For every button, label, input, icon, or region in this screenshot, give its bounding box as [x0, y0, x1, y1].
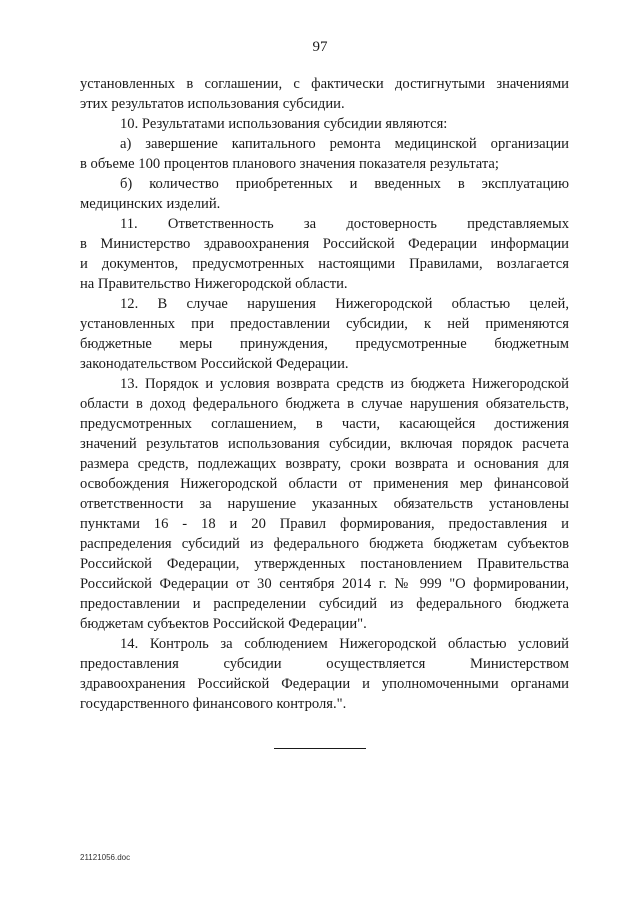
text-line: 12. В случае нарушения Нижегородской областью целей,	[120, 296, 569, 312]
text-line: бюджетам субъектов Российской Федерации".	[80, 616, 367, 632]
text-line: размера средств, подлежащих возврату, сроки возврата и основания для	[80, 456, 569, 472]
text-line: значений результатов использования субсидии, включая порядок расчета	[80, 436, 569, 452]
text-line: 10. Результатами использования субсидии являются:	[120, 116, 448, 132]
text-line: законодательством Российской Федерации.	[80, 356, 349, 372]
page-number: 97	[312, 39, 328, 55]
document-body	[80, 74, 569, 714]
text-line: государственного финансового контроля.".	[80, 696, 347, 712]
paragraph-11	[80, 214, 569, 294]
paragraph-13	[80, 374, 569, 634]
text-line: освобождения Нижегородской области от применения мер финансовой	[80, 476, 569, 492]
text-line: а) завершение капитального ремонта медицинской организации	[120, 136, 569, 152]
paragraph-continuation	[80, 74, 569, 114]
text-line: области в доход федерального бюджета в случае нарушения обязательств,	[80, 396, 569, 412]
text-line: ответственности за нарушение указанных обязательств установлены	[80, 496, 569, 512]
text-line: и документов, предусмотренных настоящими Правилами, возлагается	[80, 256, 569, 272]
text-line: предоставления субсидии осуществляется Министерством	[80, 656, 569, 672]
text-line: Российской Федерации, утвержденных постановлением Правительства	[80, 556, 569, 572]
text-line: б) количество приобретенных и введенных в эксплуатацию	[120, 176, 569, 192]
paragraph-14	[80, 634, 569, 714]
text-line: медицинских изделий.	[80, 196, 221, 212]
text-line: в Министерство здравоохранения Российской Федерации информации	[80, 236, 569, 252]
paragraph-12	[80, 294, 569, 374]
text-line: предоставлении и распределении субсидий из федерального бюджета	[80, 596, 569, 612]
text-line: 11. Ответственность за достоверность представляемых	[120, 216, 569, 232]
paragraph-10a	[80, 134, 569, 174]
closing-rule	[274, 748, 366, 749]
text-line: бюджетные меры принуждения, предусмотренные бюджетным	[80, 336, 569, 352]
text-line: пунктами 16 - 18 и 20 Правил формирования, предоставления и	[80, 516, 569, 532]
footer-file-code: 21121056.doc	[80, 853, 131, 862]
text-line: на Правительство Нижегородской области.	[80, 276, 348, 292]
text-line: предусмотренных соглашением, в части, касающейся достижения	[80, 416, 569, 432]
text-line: здравоохранения Российской Федерации и уполномоченными органами	[80, 676, 569, 692]
text-line: 14. Контроль за соблюдением Нижегородской областью условий	[120, 636, 569, 652]
text-line: 13. Порядок и условия возврата средств из бюджета Нижегородской	[120, 376, 569, 392]
text-line: Российской Федерации от 30 сентября 2014 г. № 999 "О формировании,	[80, 576, 569, 592]
paragraph-10b	[80, 174, 569, 214]
text-line: в объеме 100 процентов планового значения показателя результата;	[80, 156, 499, 172]
text-line: установленных в соглашении, с фактически достигнутыми значениями	[80, 76, 569, 92]
paragraph-10	[80, 114, 569, 134]
text-line: распределения субсидий из федерального бюджета бюджетам субъектов	[80, 536, 569, 552]
text-line: этих результатов использования субсидии.	[80, 96, 345, 112]
text-line: установленных при предоставлении субсидии, к ней применяются	[80, 316, 569, 332]
